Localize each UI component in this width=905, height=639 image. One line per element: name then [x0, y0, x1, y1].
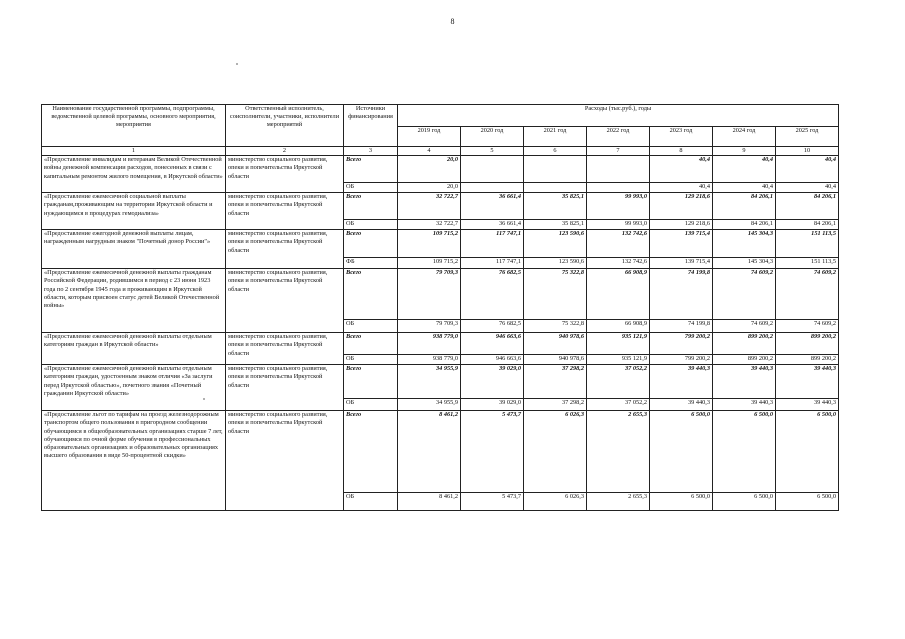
source-value-cell: 36 661,4 [461, 220, 524, 230]
total-value-cell: 151 113,5 [776, 230, 839, 258]
source-total-label: Всего [344, 230, 398, 258]
total-value-cell: 6 500,0 [650, 411, 713, 493]
total-value-cell: 940 978,6 [524, 333, 587, 355]
source-value-cell: 79 709,3 [398, 320, 461, 333]
source-total-label: Всего [344, 365, 398, 399]
total-value-cell: 938 779,0 [398, 333, 461, 355]
total-value-cell: 35 825,1 [524, 193, 587, 220]
source-value-cell: 899 200,2 [776, 355, 839, 365]
source-value-cell: 799 200,2 [650, 355, 713, 365]
source-value-cell: 129 218,6 [650, 220, 713, 230]
total-value-cell: 32 722,7 [398, 193, 461, 220]
source-label: ОБ [344, 220, 398, 230]
header-year: 2019 год [398, 127, 461, 147]
program-name-cell: «Предоставление ежемесячной денежной выплаты отдельным категориям граждан в Иркутской области» [42, 333, 226, 365]
total-value-cell: 40,4 [713, 156, 776, 183]
column-number: 4 [398, 147, 461, 156]
source-value-cell: 39 440,3 [713, 399, 776, 411]
executor-cell: министерство социального развития, опеки и попечительства Иркутской области [226, 411, 344, 511]
page-number: 8 [450, 17, 455, 26]
total-value-cell [587, 156, 650, 183]
header-funding-sources: Источники финансирования [344, 105, 398, 147]
source-total-label: Всего [344, 193, 398, 220]
source-value-cell [524, 183, 587, 193]
source-value-cell: 75 322,8 [524, 320, 587, 333]
total-value-cell: 40,4 [776, 156, 839, 183]
column-number: 10 [776, 147, 839, 156]
header-year: 2023 год [650, 127, 713, 147]
column-number: 1 [42, 147, 226, 156]
source-value-cell: 123 590,6 [524, 258, 587, 269]
total-value-cell: 6 500,0 [776, 411, 839, 493]
total-value-cell: 39 029,0 [461, 365, 524, 399]
total-value-cell: 99 993,0 [587, 193, 650, 220]
header-year: 2022 год [587, 127, 650, 147]
source-total-label: Всего [344, 333, 398, 355]
source-value-cell: 74 609,2 [776, 320, 839, 333]
column-number: 6 [524, 147, 587, 156]
total-value-cell: 123 590,6 [524, 230, 587, 258]
source-value-cell: 938 779,0 [398, 355, 461, 365]
executor-cell: министерство социального развития, опеки и попечительства Иркутской области [226, 230, 344, 269]
source-value-cell: 37 052,2 [587, 399, 650, 411]
total-value-cell: 20,0 [398, 156, 461, 183]
source-value-cell: 8 461,2 [398, 493, 461, 511]
expenses-table [41, 104, 839, 511]
total-value-cell: 935 121,9 [587, 333, 650, 355]
total-value-cell: 37 298,2 [524, 365, 587, 399]
executor-cell: министерство социального развития, опеки и попечительства Иркутской области [226, 156, 344, 193]
table-row [42, 333, 839, 355]
total-value-cell: 946 663,6 [461, 333, 524, 355]
source-value-cell: 6 026,3 [524, 493, 587, 511]
source-value-cell: 35 825,1 [524, 220, 587, 230]
source-value-cell: 99 993,0 [587, 220, 650, 230]
source-value-cell: 40,4 [713, 183, 776, 193]
header-year: 2021 год [524, 127, 587, 147]
executor-cell: министерство социального развития, опеки и попечительства Иркутской области [226, 333, 344, 365]
total-value-cell: 74 199,8 [650, 269, 713, 320]
program-name-cell: «Предоставление ежемесячной денежной выплаты отдельным категориям граждан, удостоенным знаком отличия «За заслуги перед Иркутской областью», почетного звания «Почетный гражданин Иркутской области» [42, 365, 226, 411]
source-value-cell: 74 199,8 [650, 320, 713, 333]
total-value-cell: 75 322,8 [524, 269, 587, 320]
program-name-cell: «Предоставление ежемесячной денежной выплаты гражданам Российской Федерации, родившимся в период с 23 июня 1923 года по 2 сентября 1945 года и проживающим в Иркутской области, которым присвоен статус детей Великой Отечественной войны» [42, 269, 226, 333]
source-total-label: Всего [344, 156, 398, 183]
table-row [42, 230, 839, 258]
total-value-cell: 37 052,2 [587, 365, 650, 399]
source-value-cell: 6 500,0 [650, 493, 713, 511]
table-body [42, 105, 839, 511]
source-total-label: Всего [344, 411, 398, 493]
total-value-cell: 74 609,2 [776, 269, 839, 320]
total-value-cell: 36 661,4 [461, 193, 524, 220]
source-value-cell: 6 500,0 [713, 493, 776, 511]
total-value-cell: 117 747,1 [461, 230, 524, 258]
total-value-cell: 76 682,5 [461, 269, 524, 320]
total-value-cell: 39 440,3 [713, 365, 776, 399]
header-program-name: Наименование государственной программы, подпрограммы, ведомственной целевой программы, основного мероприятия, мероприятия [42, 105, 226, 147]
source-value-cell: 117 747,1 [461, 258, 524, 269]
column-number: 9 [713, 147, 776, 156]
total-value-cell [524, 156, 587, 183]
source-value-cell: 899 200,2 [713, 355, 776, 365]
source-value-cell: 139 715,4 [650, 258, 713, 269]
column-number: 5 [461, 147, 524, 156]
source-value-cell: 946 663,6 [461, 355, 524, 365]
source-value-cell: 39 440,3 [650, 399, 713, 411]
column-number: 3 [344, 147, 398, 156]
source-value-cell: 74 609,2 [713, 320, 776, 333]
total-value-cell: 66 908,9 [587, 269, 650, 320]
source-value-cell: 151 113,5 [776, 258, 839, 269]
header-year: 2025 год [776, 127, 839, 147]
total-value-cell: 34 955,9 [398, 365, 461, 399]
column-number: 7 [587, 147, 650, 156]
program-name-cell: «Предоставление инвалидам и ветеранам Великой Отечественной войны денежной компенсации расходов, понесенных в связи с капитальным ремонтом жилого помещения, в Иркутской области» [42, 156, 226, 193]
source-value-cell: 39 440,3 [776, 399, 839, 411]
column-number-row [42, 147, 839, 156]
total-value-cell: 84 206,1 [776, 193, 839, 220]
total-value-cell: 139 715,4 [650, 230, 713, 258]
total-value-cell: 2 655,3 [587, 411, 650, 493]
source-label: ФБ [344, 258, 398, 269]
source-value-cell: 84 206,1 [713, 220, 776, 230]
source-value-cell: 32 722,7 [398, 220, 461, 230]
source-value-cell: 5 473,7 [461, 493, 524, 511]
source-value-cell: 84 206,1 [776, 220, 839, 230]
header-year: 2020 год [461, 127, 524, 147]
source-value-cell: 37 298,2 [524, 399, 587, 411]
total-value-cell: 129 218,6 [650, 193, 713, 220]
total-value-cell: 132 742,6 [587, 230, 650, 258]
total-value-cell: 5 473,7 [461, 411, 524, 493]
program-name-cell: «Предоставление ежемесячной социальной выплаты гражданам,проживающим на территории Иркутской области и нуждающимся в процедурах гемодиализа» [42, 193, 226, 230]
header-expenses: Расходы (тыс.руб.), годы [398, 105, 839, 127]
total-value-cell: 79 709,3 [398, 269, 461, 320]
program-name-cell: «Предоставление ежегодной денежной выплаты лицам, награжденным нагрудным знаком "Почетный донор России"» [42, 230, 226, 269]
source-value-cell: 6 500,0 [776, 493, 839, 511]
source-value-cell: 940 978,6 [524, 355, 587, 365]
total-value-cell: 899 200,2 [713, 333, 776, 355]
program-name-cell: «Предоставление льгот по тарифам на проезд железнодорожным транспортом общего пользования в пригородном сообщении обучающимся в общеобразовательных организациях старше 7 лет, обучающимся по очной форме обучения в профессиональных образовательных организациях и образовательных организациях высшего образования в виде 50-процентной скидки» [42, 411, 226, 511]
column-number: 2 [226, 147, 344, 156]
header-executor: Ответственный исполнитель, соисполнители, участники, исполнители мероприятий [226, 105, 344, 147]
source-label: ОБ [344, 320, 398, 333]
total-value-cell: 40,4 [650, 156, 713, 183]
source-value-cell: 76 682,5 [461, 320, 524, 333]
total-value-cell: 8 461,2 [398, 411, 461, 493]
table-row [42, 411, 839, 493]
column-number: 8 [650, 147, 713, 156]
source-value-cell: 20,0 [398, 183, 461, 193]
scan-speck [236, 63, 238, 65]
total-value-cell: 84 206,1 [713, 193, 776, 220]
source-value-cell: 935 121,9 [587, 355, 650, 365]
total-value-cell: 74 609,2 [713, 269, 776, 320]
source-label: ОБ [344, 355, 398, 365]
source-label: ОБ [344, 399, 398, 411]
total-value-cell: 109 715,2 [398, 230, 461, 258]
total-value-cell: 39 440,3 [776, 365, 839, 399]
table-row [42, 269, 839, 320]
total-value-cell: 899 200,2 [776, 333, 839, 355]
source-value-cell: 132 742,6 [587, 258, 650, 269]
source-label: ОБ [344, 183, 398, 193]
executor-cell: министерство социального развития, опеки и попечительства Иркутской области [226, 193, 344, 230]
executor-cell: министерство социального развития, опеки и попечительства Иркутской области [226, 269, 344, 333]
total-value-cell [461, 156, 524, 183]
source-value-cell: 40,4 [776, 183, 839, 193]
header-row [42, 105, 839, 127]
total-value-cell: 6 026,3 [524, 411, 587, 493]
header-year: 2024 год [713, 127, 776, 147]
table-row [42, 193, 839, 220]
table-row [42, 365, 839, 399]
total-value-cell: 6 500,0 [713, 411, 776, 493]
source-value-cell [587, 183, 650, 193]
source-value-cell: 66 908,9 [587, 320, 650, 333]
source-value-cell [461, 183, 524, 193]
total-value-cell: 145 304,3 [713, 230, 776, 258]
source-value-cell: 39 029,0 [461, 399, 524, 411]
source-label: ОБ [344, 493, 398, 511]
source-value-cell: 34 955,9 [398, 399, 461, 411]
total-value-cell: 799 200,2 [650, 333, 713, 355]
source-value-cell: 145 304,3 [713, 258, 776, 269]
source-value-cell: 109 715,2 [398, 258, 461, 269]
total-value-cell: 39 440,3 [650, 365, 713, 399]
source-total-label: Всего [344, 269, 398, 320]
source-value-cell: 2 655,3 [587, 493, 650, 511]
executor-cell: министерство социального развития, опеки и попечительства Иркутской области [226, 365, 344, 411]
source-value-cell: 40,4 [650, 183, 713, 193]
table-row [42, 156, 839, 183]
